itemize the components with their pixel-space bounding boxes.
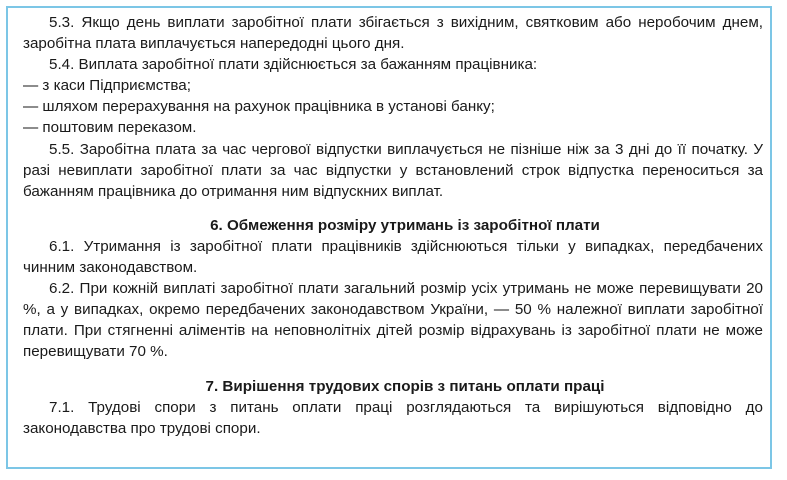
- paragraph-6-1: 6.1. Утримання із заробітної плати працівників здійснюються тільки у випадках, передбачених чинним законодавством.: [23, 237, 763, 277]
- section-heading-7: 7. Вирішення трудових спорів з питань оплати праці: [205, 377, 605, 395]
- paragraph-5-3: 5.3. Якщо день виплати заробітної плати збігається з вихідним, святковим або неробочим днем, заробітна плата виплачується напередодні цього дня.: [23, 14, 763, 53]
- paragraph-5-5: 5.5. Заробітна плата за час чергової відпустки виплачується не пізніше ніж за 3 дні до її початку. У разі невиплати заробітної плати за час відпустки у встановлений строк відпустка переноситься за бажанням працівника до отримання ним відпускних виплат.: [23, 140, 763, 200]
- section-heading-6: 6. Обмеження розміру утримань із заробітної плати: [210, 216, 600, 234]
- paragraph-5-4: 5.4. Виплата заробітної плати здійснюється за бажанням працівника:: [49, 56, 538, 74]
- list-item: — поштовим переказом.: [23, 119, 197, 137]
- list-item: — шляхом перерахування на рахунок працівника в установі банку;: [23, 98, 495, 116]
- document-body: [23, 12, 763, 439]
- paragraph-6-2: 6.2. При кожній виплаті заробітної плати загальний розмір усіх утримань не може перевищувати 20 %, а у випадках, окремо передбачених законодавством України, — 50 % належної виплати заробітної плати. При стягненні аліментів на неповнолітніх дітей розмір відрахувань із заробітної плати не може перевищувати 70 %.: [23, 280, 763, 361]
- paragraph-7-1: 7.1. Трудові спори з питань оплати праці розглядаються та вирішуються відповідно до законодавства про трудові спори.: [23, 398, 763, 437]
- list-item: — з каси Підприємства;: [23, 77, 191, 95]
